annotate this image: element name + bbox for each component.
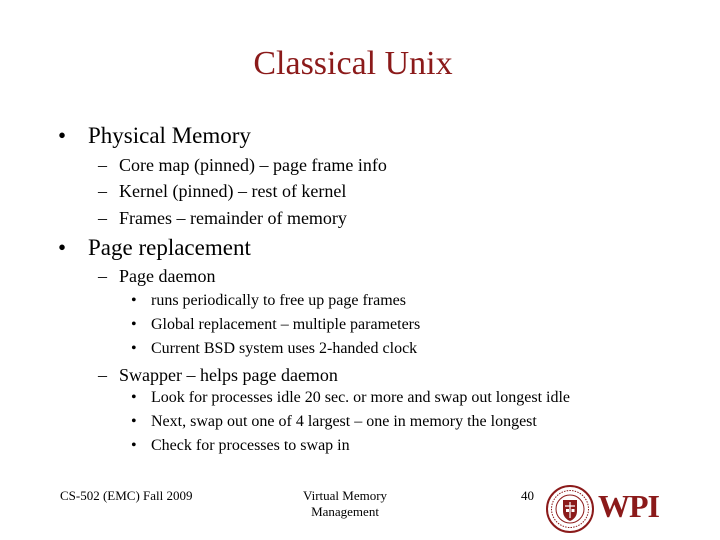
sub-bullet — [98, 206, 347, 230]
dash-marker: – — [98, 181, 107, 201]
sub-bullet-swapper — [98, 363, 338, 387]
bullet-marker: • — [131, 340, 137, 357]
dash-marker: – — [98, 208, 107, 228]
footer-topic — [300, 488, 390, 520]
wpi-logo-text: WPI — [598, 488, 659, 524]
sub-sub-bullet-text: Check for processes to swap in — [151, 437, 350, 454]
bullet-text: Page replacement — [88, 235, 251, 260]
sub-bullet-text: Core map (pinned) – page frame info — [119, 155, 387, 175]
sub-sub-bullet-text: runs periodically to free up page frames — [151, 292, 407, 309]
footer-topic-line1: Virtual Memory — [302, 488, 388, 503]
sub-sub-bullet — [131, 338, 417, 360]
footer-course: CS-502 (EMC) Fall 2009 — [60, 488, 193, 503]
bullet-marker: • — [131, 437, 137, 454]
sub-sub-bullet-text: Current BSD system uses 2-handed clock — [151, 340, 418, 357]
page-number: 40 — [521, 488, 534, 503]
sub-sub-bullet-text: Look for processes idle 20 sec. or more and swap out longest idle — [151, 389, 571, 406]
sub-sub-bullet — [131, 387, 570, 409]
sub-bullet — [98, 153, 387, 177]
sub-sub-bullet — [131, 411, 537, 433]
dash-marker: – — [98, 155, 107, 175]
bullet-marker: • — [131, 292, 137, 309]
sub-bullet-text: Swapper – helps page daemon — [119, 365, 338, 385]
bullet-marker: • — [131, 413, 137, 430]
sub-sub-bullet-text: Next, swap out one of 4 largest – one in memory the longest — [151, 413, 537, 430]
dash-marker: – — [98, 266, 107, 286]
dash-marker: – — [98, 365, 107, 385]
bullet-physical-memory — [58, 122, 251, 150]
bullet-text: Physical Memory — [88, 123, 251, 148]
sub-bullet-page-daemon — [98, 264, 215, 288]
sub-sub-bullet-text: Global replacement – multiple parameters — [151, 316, 421, 333]
bullet-marker: • — [131, 389, 137, 406]
sub-sub-bullet — [131, 435, 350, 457]
slide-title: Classical Unix — [253, 45, 453, 82]
bullet-marker: • — [58, 123, 67, 148]
sub-bullet-text: Kernel (pinned) – rest of kernel — [119, 181, 347, 201]
footer-topic-line2: Management — [311, 504, 379, 519]
sub-bullet-text: Frames – remainder of memory — [119, 208, 347, 228]
bullet-marker: • — [131, 316, 137, 333]
wpi-seal-icon — [545, 484, 595, 534]
sub-sub-bullet — [131, 290, 406, 312]
sub-bullet-text: Page daemon — [119, 266, 216, 286]
bullet-page-replacement — [58, 234, 251, 262]
sub-sub-bullet — [131, 314, 420, 336]
bullet-marker: • — [58, 235, 67, 260]
sub-bullet — [98, 179, 346, 203]
